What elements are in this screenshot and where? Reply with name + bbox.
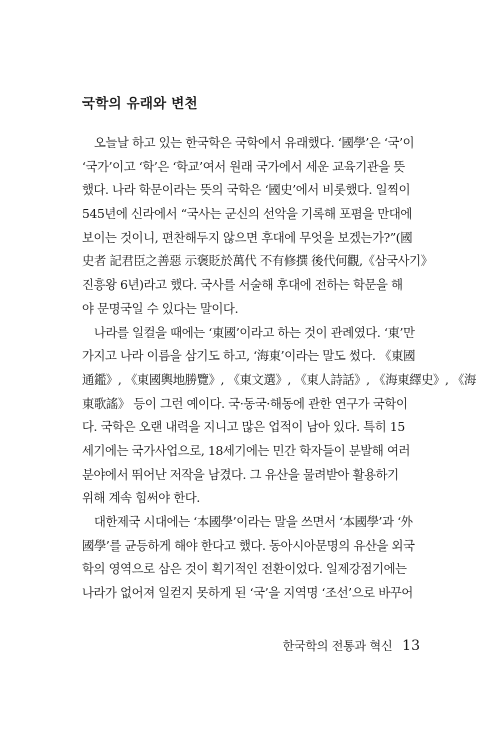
section-title: 국학의 유래와 변천 bbox=[82, 96, 198, 112]
text-line: 위해 계속 힘써야 한다. bbox=[82, 491, 200, 506]
page-number: 13 bbox=[402, 638, 420, 654]
text-line: 분야에서 뛰어난 저작을 남겼다. 그 유산을 물려받아 활용하기 bbox=[82, 467, 399, 482]
text-line: 세기에는 국가사업으로, 18세기에는 민간 학자들이 분발해 여러 bbox=[82, 443, 411, 458]
text-line: 東歌謠》 등이 그런 예이다. 국·동국·해동에 관한 연구가 국학이 bbox=[82, 396, 408, 411]
text-line: 했다. 나라 학문이라는 뜻의 국학은 ‘國史’에서 비롯했다. 일찍이 bbox=[82, 183, 411, 198]
text-line: ‘국가’이고 ‘학’은 ‘학교’여서 원래 국가에서 세운 교육기관을 뜻 bbox=[82, 159, 405, 174]
text-line: 야 문명국일 수 있다는 말이다. bbox=[82, 301, 239, 316]
text-line: 史者 記君臣之善惡 示褒貶於萬代 不有修撰 後代何觀,《삼국사기》 bbox=[82, 254, 433, 269]
text-line: 가지고 나라 이름을 삼기도 하고, ‘海東’이라는 말도 썼다. 《東國 bbox=[82, 349, 416, 364]
text-line: 학의 영역으로 삼은 것이 획기적인 전환이었다. 일제강점기에는 bbox=[82, 562, 407, 577]
text-line: 國學’를 균등하게 해야 한다고 했다. 동아시아문명의 유산을 외국 bbox=[82, 538, 415, 553]
text-line: 다. 국학은 오랜 내력을 지니고 많은 업적이 남아 있다. 특히 15 bbox=[82, 420, 405, 435]
text-line: 545년에 신라에서 “국사는 군신의 선악을 기록해 포폄을 만대에 bbox=[82, 207, 412, 222]
body-text bbox=[82, 132, 476, 606]
text-line: 오늘날 하고 있는 한국학은 국학에서 유래했다. ‘國學’은 ‘국’이 bbox=[82, 136, 415, 150]
text-line: 대한제국 시대에는 ‘本國學’이라는 말을 쓰면서 ‘本國學’과 ‘外 bbox=[82, 515, 413, 529]
running-title: 한국학의 전통과 혁신 bbox=[282, 639, 393, 653]
text-line: 나라를 일컬을 때에는 ‘東國’이라고 하는 것이 관례였다. ‘東’만 bbox=[82, 325, 415, 340]
text-line: 通鑑》, 《東國輿地勝覽》, 《東文選》, 《東人詩話》, 《海東繹史》, 《海 bbox=[82, 372, 476, 387]
text-line: 진흥왕 6년)라고 했다. 국사를 서술해 후대에 전하는 학문을 해 bbox=[82, 278, 403, 293]
page-footer bbox=[0, 637, 420, 654]
text-line: 나라가 없어져 일컫지 못하게 된 ‘국’을 지역명 ‘조선’으로 바꾸어 bbox=[82, 586, 413, 601]
text-line: 보이는 것이니, 편찬해두지 않으면 후대에 무엇을 보겠는가?”(國 bbox=[82, 230, 413, 245]
